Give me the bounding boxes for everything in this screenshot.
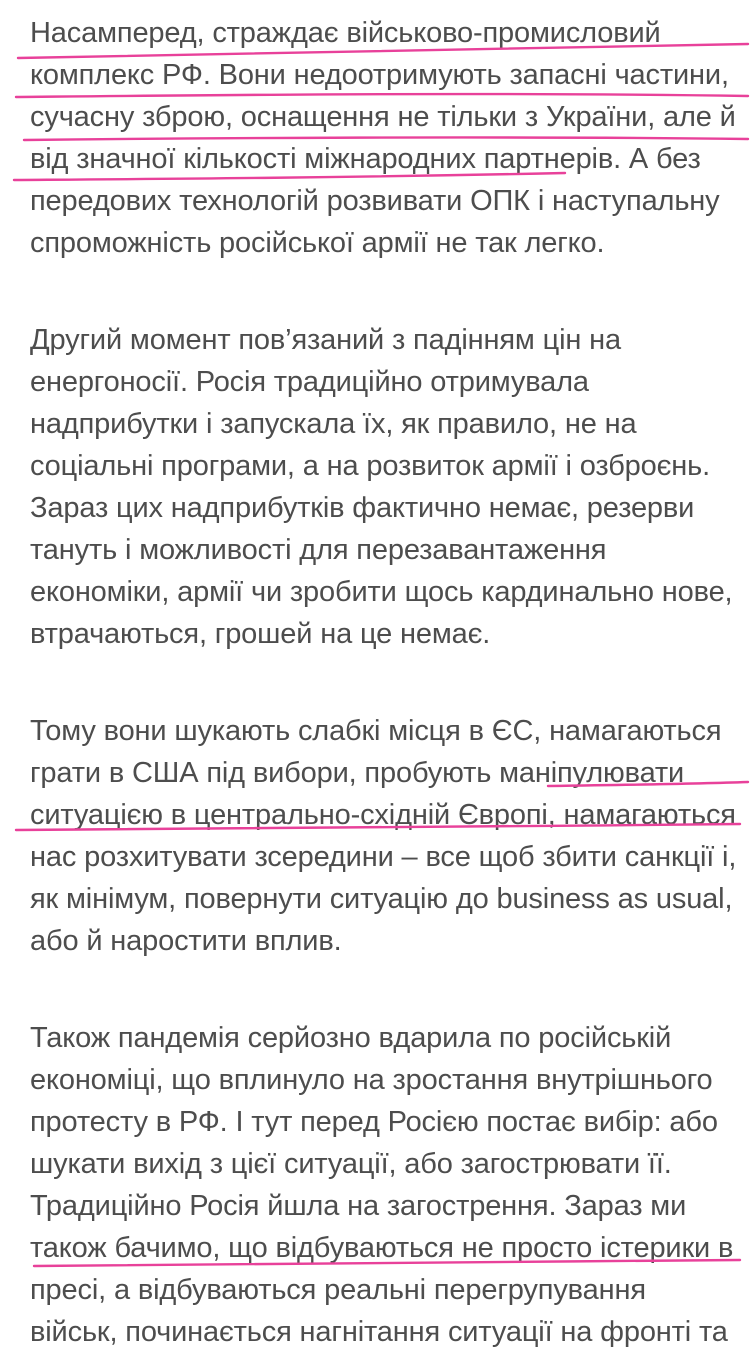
- text-line: або й наростити вплив.: [30, 925, 342, 957]
- text-line: пресі, а відбуваються реальні перегрупування: [30, 1274, 646, 1306]
- text-line: грати в США під вибори, пробують маніпулювати: [30, 757, 685, 789]
- text-line: також бачимо, що відбуваються не просто істерики в: [30, 1232, 734, 1264]
- text-line: протесту в РФ. І тут перед Росією постає вибір: або: [30, 1106, 718, 1138]
- text-line: Тому вони шукають слабкі місця в ЄС, намагаються: [30, 715, 722, 747]
- paragraph-1: [30, 12, 736, 264]
- text-line: шукати вихід з цієї ситуації, або загострювати її.: [30, 1148, 672, 1180]
- paragraph-2: [30, 319, 733, 655]
- text-line: спроможність російської армії не так легко.: [30, 227, 605, 259]
- text-line: ситуацією в центрально-східній Європі, намагаються: [30, 799, 736, 831]
- text-line: втрачаються, грошей на це немає.: [30, 618, 491, 650]
- paragraph-4: [30, 1017, 734, 1353]
- article-body: [30, 0, 737, 1353]
- text-line: Насамперед, страждає військово-промисловий: [30, 17, 661, 49]
- text-line: тануть і можливості для перезавантаження: [30, 534, 607, 566]
- paragraph-3: [30, 710, 737, 962]
- text-line: від значної кількості міжнародних партнерів. А без: [30, 143, 701, 175]
- text-line: Зараз цих надприбутків фактично немає, резерви: [30, 492, 695, 524]
- text-line: нас розхитувати зсередини – все щоб збити санкції і,: [30, 841, 737, 873]
- text-line: економіки, армії чи зробити щось кардинально нове,: [30, 576, 733, 608]
- text-line: соціальні програми, а на розвиток армії і озброєнь.: [30, 450, 710, 482]
- text-line: надприбутки і запускала їх, як правило, не на: [30, 408, 637, 440]
- text-line: енергоносії. Росія традиційно отримувала: [30, 366, 589, 398]
- text-line: військ, починається нагнітання ситуації на фронті та: [30, 1316, 728, 1348]
- text-line: сучасну зброю, оснащення не тільки з України, але й: [30, 101, 736, 133]
- text-line: Традиційно Росія йшла на загострення. Зараз ми: [30, 1190, 687, 1222]
- text-line: економіці, що вплинуло на зростання внутрішнього: [30, 1064, 713, 1096]
- text-line: Другий момент пов’язаний з падінням цін на: [30, 324, 621, 356]
- text-line: комплекс РФ. Вони недоотримують запасні частини,: [30, 59, 729, 91]
- text-line: передових технологій розвивати ОПК і наступальну: [30, 185, 720, 217]
- text-line: Також пандемія серйозно вдарила по російській: [30, 1022, 672, 1054]
- text-line: як мінімум, повернути ситуацію до business as usual,: [30, 883, 733, 915]
